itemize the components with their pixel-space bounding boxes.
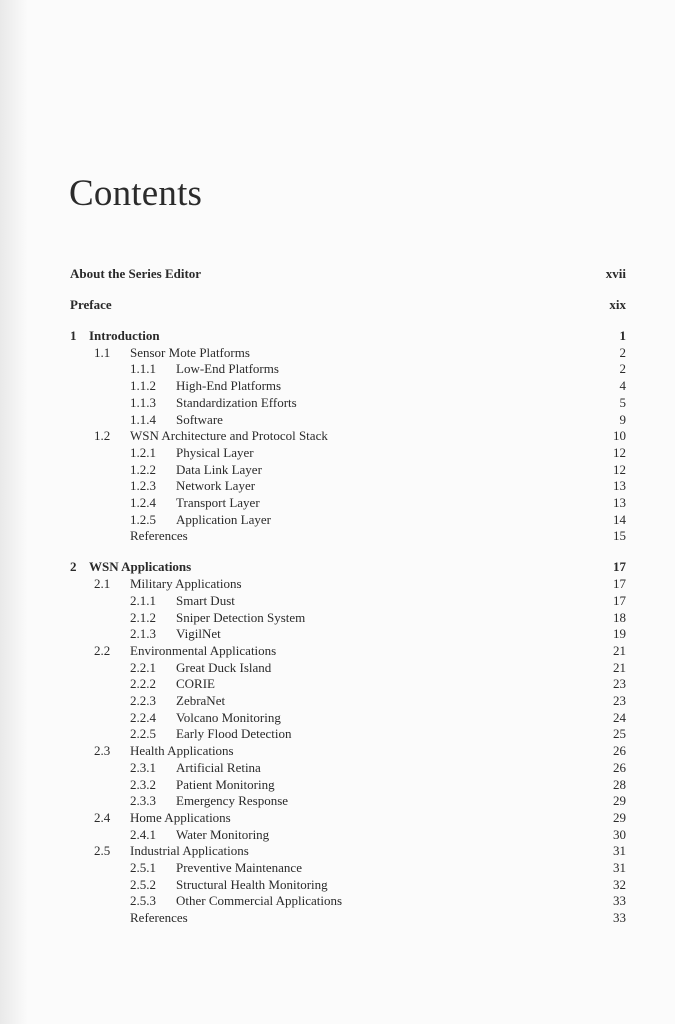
section-entry [0,344,675,361]
page-number: 23 [613,693,626,708]
subsection-number: 1.1.3 [130,394,156,410]
subsection-number: 2.3.2 [130,776,156,792]
page-number: 13 [613,495,626,510]
section-number: 1.2 [94,428,111,444]
chapter-title: Introduction [89,328,160,343]
subsection-entry [0,394,675,411]
section-title: Military Applications [130,576,242,592]
subsection-number: 2.2.1 [130,659,156,675]
subsection-number: 2.5.3 [130,893,156,909]
section-number: 2.3 [94,743,111,759]
page-number: 19 [613,626,626,642]
page-number: 21 [613,659,626,675]
subsection-number: 1.2.3 [130,478,156,494]
page-number: 18 [613,609,626,625]
subsection-title: Great Duck Island [176,659,272,675]
page-number: 1 [619,328,626,343]
subsection-entry [0,892,675,909]
subsection-number: 1.1.1 [130,361,156,377]
subsection-entry [0,377,675,394]
subsection-title: Volcano Monitoring [176,709,281,725]
chapter-number: 2 [70,559,77,575]
entry-title: Preface [70,297,112,312]
page-number: xix [609,297,626,312]
subsection-number: 1.1.2 [130,378,156,394]
subsection-number: 2.4.1 [130,826,156,842]
page-number: 9 [619,411,626,427]
subsection-entry [0,494,675,511]
page-number: 17 [613,592,626,608]
subsection-title: Water Monitoring [176,826,270,842]
subsection-number: 1.2.4 [130,495,156,510]
section-entry [0,575,675,592]
subsection-entry [0,477,675,494]
subsection-entry [0,511,675,528]
subsection-number: 1.2.5 [130,511,156,527]
subsection-title: Application Layer [176,511,271,527]
subsection-number: 2.3.1 [130,759,156,775]
subsection-title: Patient Monitoring [176,776,275,792]
subsection-title: High-End Platforms [176,378,282,394]
page-number: 30 [613,826,626,842]
subsection-title: Smart Dust [176,592,235,608]
subsection-entry [0,876,675,893]
section-title: Home Applications [130,809,231,825]
page-number: 15 [613,528,626,544]
page-number: 12 [613,444,626,460]
section-title: References [130,528,188,544]
page-number: 28 [613,776,626,792]
subsection-entry [0,411,675,428]
section-title: Health Applications [130,743,234,759]
subsection-entry [0,826,675,843]
subsection-title: Preventive Maintenance [176,860,302,875]
subsection-title: Low-End Platforms [176,361,279,377]
front-matter-entry [0,296,675,313]
page-number: 17 [613,559,626,575]
chapter-entry [0,327,675,344]
front-matter-entry [0,265,675,282]
subsection-title: Physical Layer [176,444,254,460]
page-number: 33 [613,893,626,909]
page-number: 24 [613,709,626,725]
subsection-entry [0,776,675,793]
page-number: 21 [613,642,626,658]
subsection-title: Software [176,411,223,427]
entry-title: About the Series Editor [70,266,202,281]
subsection-number: 2.1.2 [130,609,156,625]
subsection-title: Early Flood Detection [176,726,292,742]
page-number: 31 [613,843,626,859]
page-number: 2 [619,361,626,377]
page-number: 10 [613,428,626,444]
subsection-title: CORIE [176,676,215,692]
subsection-entry [0,609,675,626]
page-number: 17 [613,576,626,592]
section-number: 2.5 [94,843,111,859]
subsection-number: 2.2.2 [130,676,156,692]
subsection-title: Sniper Detection System [176,609,306,625]
page-number: 2 [619,344,626,360]
subsection-title: Structural Health Monitoring [176,876,328,892]
page-number: 29 [613,809,626,825]
page-number: 23 [613,676,626,692]
subsection-number: 2.1.1 [130,592,156,608]
page-number: 29 [613,793,626,809]
section-title: Industrial Applications [130,843,249,859]
subsection-number: 1.1.4 [130,411,156,427]
section-number: 1.1 [94,344,111,360]
section-title: References [130,910,188,926]
page-number: 31 [613,860,626,875]
section-title: Environmental Applications [130,642,277,658]
subsection-entry [0,725,675,742]
subsection-entry [0,444,675,461]
subsection-entry [0,592,675,609]
section-entry [0,809,675,826]
subsection-number: 2.2.3 [130,693,156,708]
section-title: Sensor Mote Platforms [130,344,250,360]
chapter-title: WSN Applications [89,559,192,575]
subsection-title: Data Link Layer [176,461,262,477]
page-number: 14 [613,511,626,527]
section-title: WSN Architecture and Protocol Stack [130,428,328,444]
chapter-entry [0,558,675,575]
subsection-number: 1.2.2 [130,461,156,477]
section-entry [0,527,675,544]
page-number: 5 [619,394,626,410]
section-number: 2.1 [94,576,111,592]
subsection-entry [0,692,675,709]
subsection-number: 1.2.1 [130,444,156,460]
page-number: 32 [613,876,626,892]
subsection-title: ZebraNet [176,693,226,708]
section-entry [0,427,675,444]
subsection-entry [0,709,675,726]
subsection-number: 2.1.3 [130,626,156,642]
page-number: xvii [605,266,626,281]
page-number: 13 [613,478,626,494]
subsection-entry [0,461,675,478]
subsection-number: 2.2.4 [130,709,156,725]
page-number: 25 [613,726,626,742]
subsection-entry [0,360,675,377]
subsection-title: Transport Layer [176,495,260,510]
subsection-title: Standardization Efforts [176,394,297,410]
subsection-entry [0,659,675,676]
section-entry [0,642,675,659]
section-number: 2.4 [94,809,111,825]
page-number: 12 [613,461,626,477]
chapter-number: 1 [70,328,77,343]
page-number: 26 [613,759,626,775]
subsection-title: Emergency Response [176,793,289,809]
page-number: 26 [613,743,626,759]
subsection-entry [0,625,675,642]
page-number: 33 [613,910,626,926]
subsection-entry [0,859,675,876]
subsection-number: 2.5.1 [130,860,156,875]
subsection-title: Other Commercial Applications [176,893,343,909]
subsection-title: VigilNet [176,626,221,642]
section-number: 2.2 [94,642,111,658]
section-entry [0,842,675,859]
subsection-entry [0,759,675,776]
subsection-entry [0,792,675,809]
page-title: Contents [69,173,203,214]
section-entry [0,742,675,759]
subsection-title: Artificial Retina [176,759,261,775]
page-number: 4 [619,378,626,394]
subsection-number: 2.2.5 [130,726,156,742]
subsection-title: Network Layer [176,478,256,494]
subsection-entry [0,675,675,692]
section-entry [0,909,675,926]
subsection-number: 2.5.2 [130,876,156,892]
subsection-number: 2.3.3 [130,793,156,809]
